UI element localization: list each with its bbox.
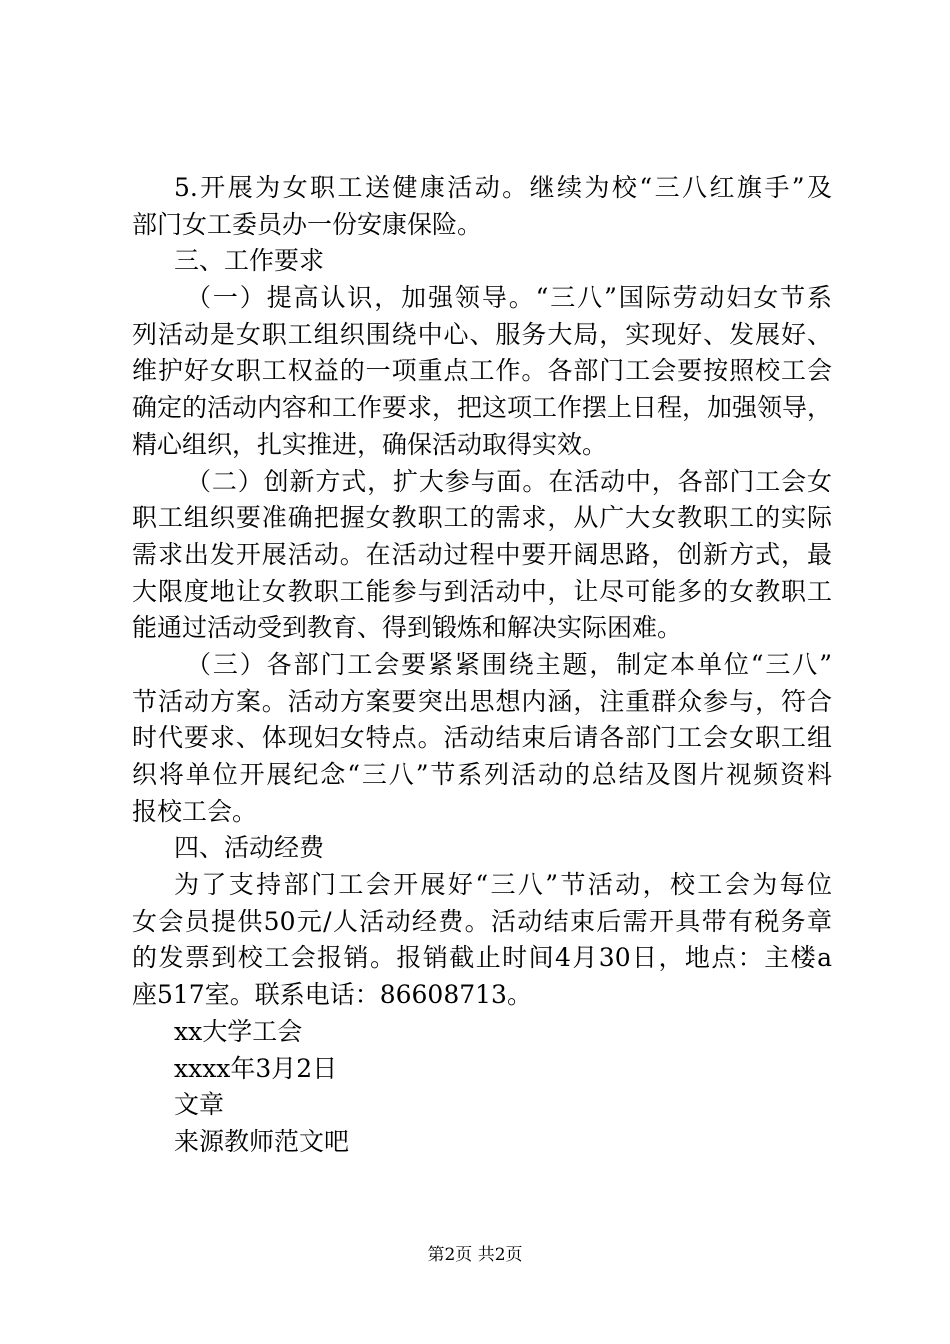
text-line: 座517室。联系电话：86608713。 bbox=[132, 980, 532, 1010]
text-line: （三）各部门工会要紧紧围绕主题，制定本单位“三八” bbox=[186, 649, 832, 679]
page-footer: 第2页 共2页 bbox=[427, 1245, 523, 1265]
text-line: 列活动是女职工组织围绕中心、服务大局，实现好、发展好、 bbox=[132, 319, 832, 349]
text-line: 报校工会。 bbox=[132, 796, 258, 826]
text-line: 确定的活动内容和工作要求，把这项工作摆上日程，加强领导， bbox=[132, 393, 832, 423]
text-line: 职工组织要准确把握女教职工的需求，从广大女教职工的实际 bbox=[132, 503, 832, 533]
text-line: 5.开展为女职工送健康活动。继续为校“三八红旗手”及 bbox=[174, 173, 832, 202]
text-line: 女会员提供50元/人活动经费。活动结束后需开具带有税务章 bbox=[132, 906, 832, 936]
document-body bbox=[132, 170, 832, 1161]
text-line: 三、工作要求 bbox=[174, 246, 325, 276]
text-line: 四、活动经费 bbox=[174, 833, 325, 863]
text-line: 能通过活动受到教育、得到锻炼和解决实际困难。 bbox=[132, 613, 683, 643]
text-line: 大限度地让女教职工能参与到活动中，让尽可能多的女教职工 bbox=[132, 576, 832, 606]
text-line: 精心组织，扎实推进，确保活动取得实效。 bbox=[132, 429, 608, 459]
text-line: 的发票到校工会报销。报销截止时间4月30日，地点：主楼a bbox=[132, 943, 832, 973]
text-line: 文章 bbox=[174, 1090, 225, 1120]
text-line: （一）提高认识，加强领导。“三八”国际劳动妇女节系 bbox=[186, 283, 832, 313]
text-line: （二）创新方式，扩大参与面。在活动中，各部门工会女 bbox=[186, 466, 832, 496]
text-line: 织将单位开展纪念“三八”节系列活动的总结及图片视频资料 bbox=[132, 760, 832, 789]
text-line: 为了支持部门工会开展好“三八”节活动，校工会为每位 bbox=[174, 870, 832, 900]
text-line: 来源教师范文吧 bbox=[174, 1126, 350, 1156]
text-line: 部门女工委员办一份安康保险。 bbox=[132, 209, 483, 239]
text-line: 时代要求、体现妇女特点。活动结束后请各部门工会女职工组 bbox=[132, 723, 832, 753]
text-line: 需求出发开展活动。在活动过程中要开阔思路，创新方式，最 bbox=[132, 539, 832, 569]
text-line: xxxx年3月2日 bbox=[174, 1053, 338, 1083]
text-line: 维护好女职工权益的一项重点工作。各部门工会要按照校工会 bbox=[132, 356, 832, 386]
text-line: 节活动方案。活动方案要突出思想内涵，注重群众参与，符合 bbox=[132, 686, 832, 716]
text-line: xx大学工会 bbox=[174, 1016, 303, 1046]
